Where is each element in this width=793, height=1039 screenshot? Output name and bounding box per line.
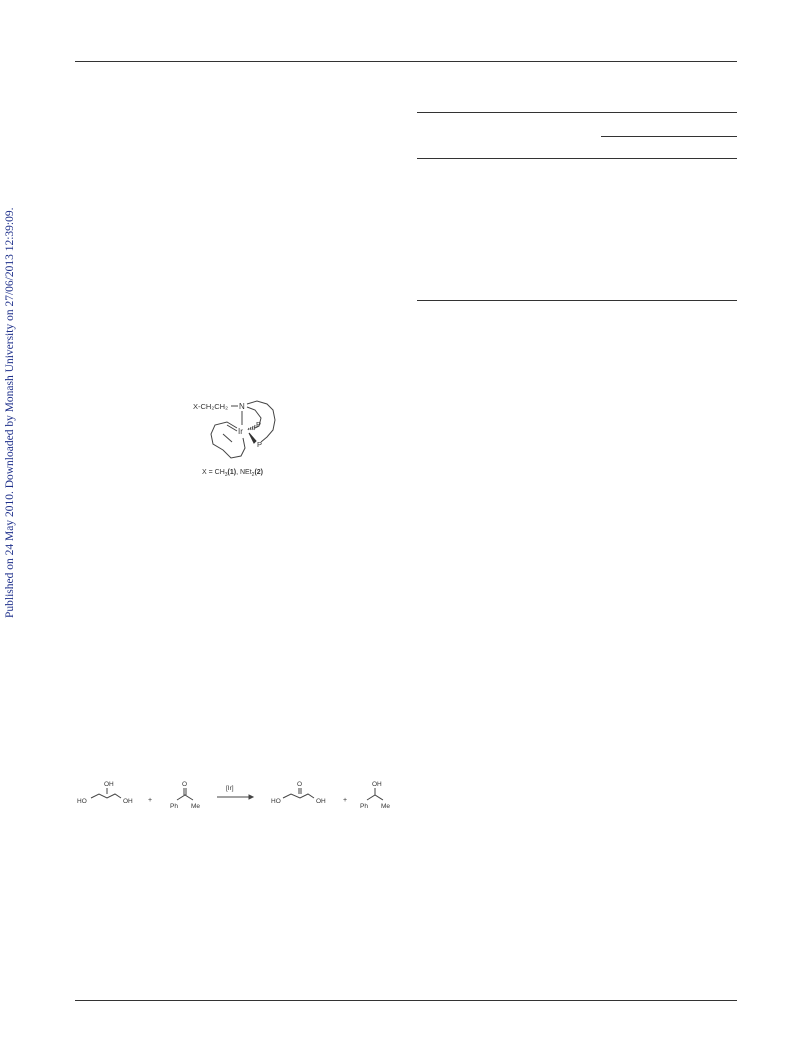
plus-sign-1: + <box>148 797 153 804</box>
dha-oxygen: O <box>297 781 303 788</box>
cod-inner-bond <box>223 434 232 442</box>
glycerol-ho: HO <box>77 798 87 805</box>
table-top-rule <box>417 112 737 113</box>
catalyst-label: [Ir] <box>226 785 234 792</box>
reaction-arrowhead <box>249 795 253 799</box>
table-column-group-rule <box>601 136 737 137</box>
alcohol-phenyl: Ph <box>360 803 368 810</box>
dihydroxyacetone-structure <box>271 781 326 805</box>
ketone-methyl: Me <box>191 803 201 810</box>
iridium-complex-structure <box>185 392 295 484</box>
phosphorus-label-2: P <box>257 440 263 449</box>
dha-oh: OH <box>316 798 326 805</box>
complex-caption: $X = CH_3(1)$, NEt$_2$(2) <box>202 469 264 478</box>
iridium-label: Ir <box>238 427 243 436</box>
reaction-scheme <box>75 776 395 816</box>
nitrogen-label: N <box>239 402 245 411</box>
acetophenone-structure <box>170 781 200 810</box>
cod-double-bond <box>227 425 237 431</box>
plus-sign-2: + <box>343 797 348 804</box>
glycerol-oh-top: OH <box>104 781 114 788</box>
table-bottom-rule <box>417 300 737 301</box>
table-header-rule <box>417 158 737 159</box>
dha-ho: HO <box>271 798 281 805</box>
header-rule <box>75 61 737 62</box>
phenylethanol-structure <box>360 781 390 810</box>
wedge-bond <box>249 433 256 443</box>
alcohol-methyl: Me <box>381 803 391 810</box>
phosphorus-label-1: P <box>256 420 262 429</box>
glycerol-oh: OH <box>123 798 133 805</box>
ketone-phenyl: Ph <box>170 803 178 810</box>
alcohol-oh: OH <box>372 781 382 788</box>
footer-rule <box>75 1000 737 1001</box>
publication-sidebar <box>4 207 22 618</box>
substituent-label: X-CH₂CH₂ <box>193 402 228 411</box>
sidebar-text: Published on 24 May 2010. Downloaded by Monash University on 27/06/2013 12:39:09. <box>4 207 16 618</box>
ketone-oxygen: O <box>182 781 188 788</box>
glycerol-structure <box>77 781 133 805</box>
hashed-bond <box>248 425 255 430</box>
